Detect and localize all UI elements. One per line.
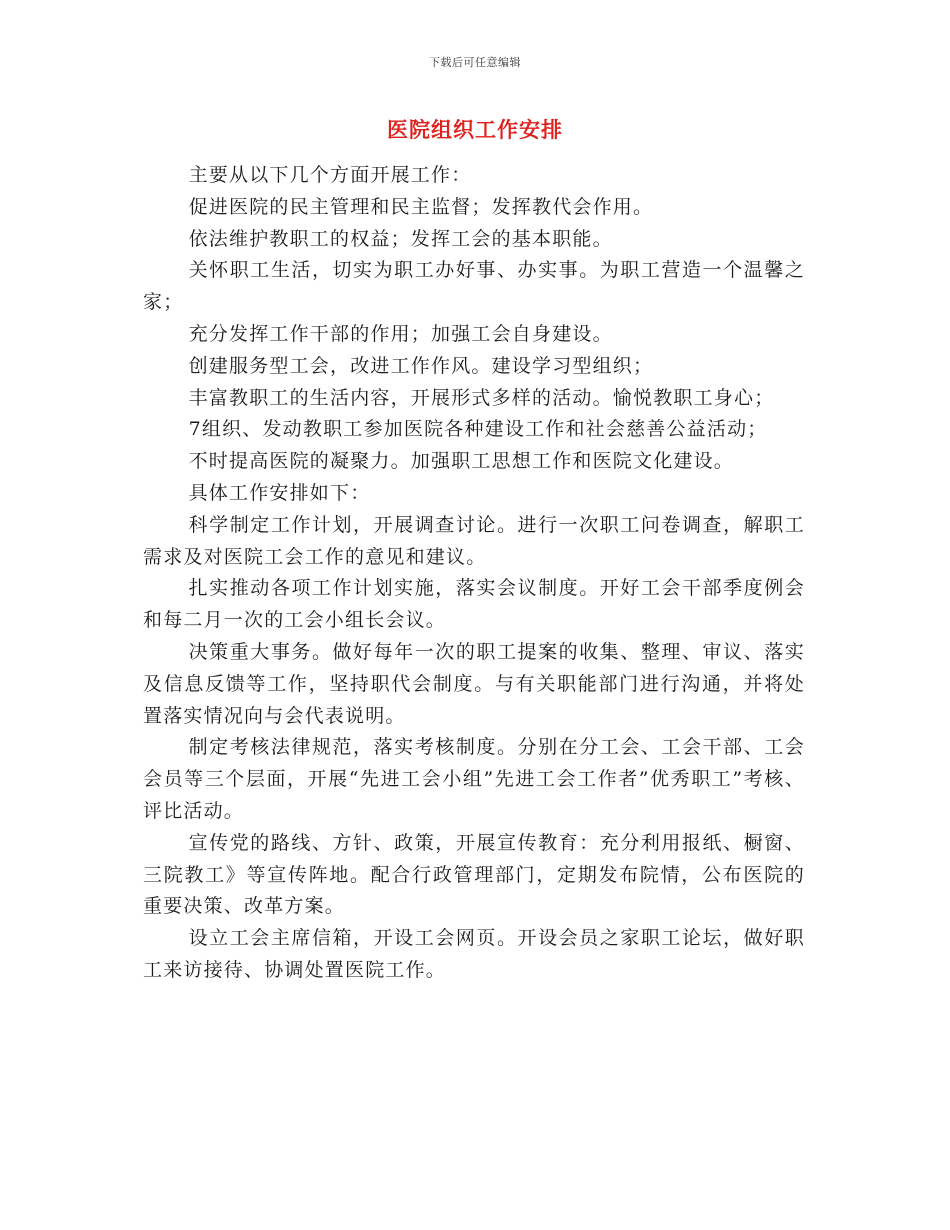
paragraph: 关怀职工生活，切实为职工办好事、办实事。为职工营造一个温馨之家； [143,259,805,314]
paragraph: 不时提高医院的凝聚力。加强职工思想工作和医院文化建设。 [188,450,734,473]
paragraph: 设立工会主席信箱，开设工会网页。开设会员之家职工论坛，做好职工来访接待、协调处置医院工作。 [143,927,805,981]
paragraph: 扎实推动各项工作计划实施，落实会议制度。开好工会干部季度例会和每二月一次的工会小组长会议。 [143,577,805,632]
paragraph: 科学制定工作计划，开展调查讨论。进行一次职工问卷调查，解职工需求及对医院工会工作的意见和建议。 [143,513,805,568]
paragraph: 创建服务型工会，改进工作作风。建设学习型组织； [188,354,654,377]
paragraph: 主要从以下几个方面开展工作： [188,164,472,186]
paragraph: 7组织、发动教职工参加医院各种建设工作和社会慈善公益活动； [188,418,768,441]
paragraph: 决策重大事务。做好每年一次的职工提案的收集、整理、审议、落实及信息反馈等工作，坚持职代会制度。与有关职能部门进行沟通，并将处置落实情况向与会代表说明。 [143,640,805,727]
paragraph: 促进医院的民主管理和民主监督；发挥教代会作用。 [188,195,654,218]
document-title: 医院组织工作安排 [387,117,563,142]
page-header-note: 下载后可任意编辑 [429,56,521,69]
paragraph: 宣传党的路线、方针、政策，开展宣传教育：充分利用报纸、橱窗、三院教工》等宣传阵地。配合行政管理部门，定期发布院情，公布医院的重要决策、改革方案。 [143,831,805,918]
paragraph: 充分发挥工作干部的作用；加强工会自身建设。 [188,322,613,345]
paragraph: 丰富教职工的生活内容，开展形式多样的活动。愉悦教职工身心； [188,386,775,409]
paragraph: 具体工作安排如下： [188,481,371,504]
document-body [143,160,805,987]
paragraph: 依法维护教职工的权益；发挥工会的基本职能。 [188,227,613,250]
paragraph: 制定考核法律规范，落实考核制度。分别在分工会、工会干部、工会会员等三个层面，开展“先进工会小组”先进工会工作者”优秀职工”考核、评比活动。 [143,736,805,822]
